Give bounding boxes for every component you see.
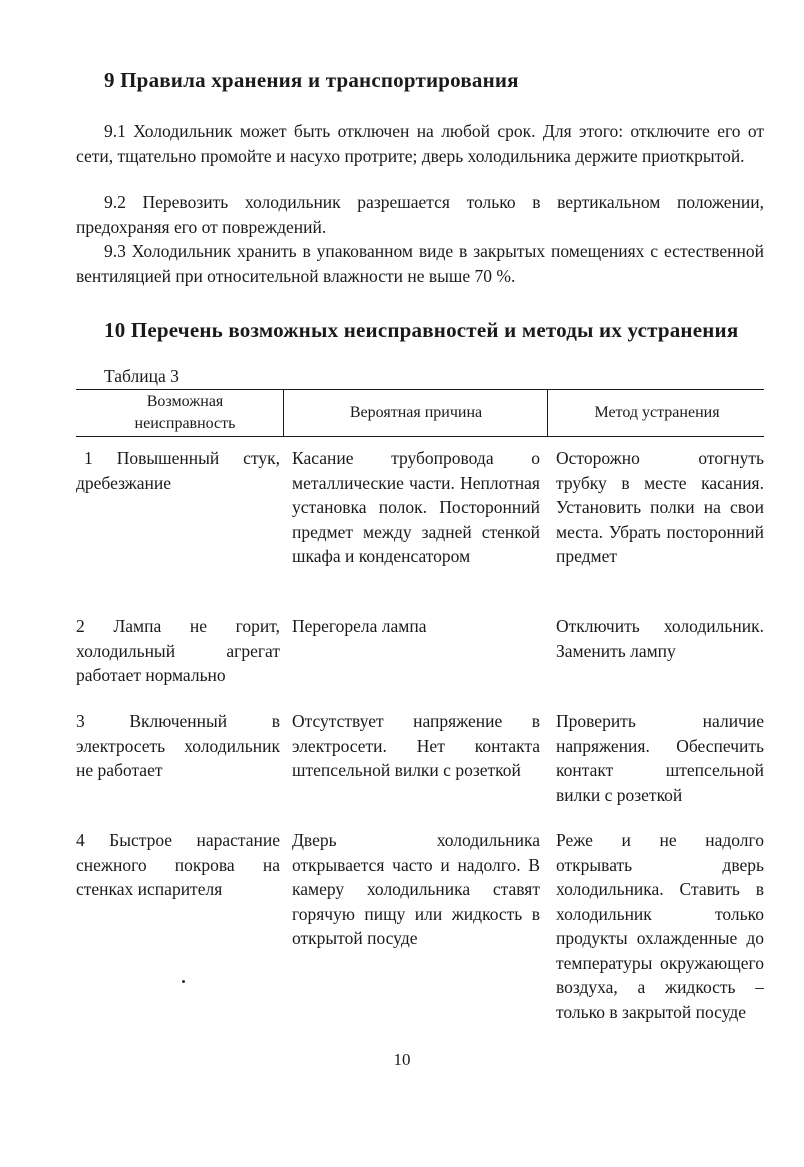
row-2-remedy: Отключить холодильник. Заменить лампу: [556, 616, 764, 661]
row-1-cause: Касание трубопровода о металлические части. Неплотная установка полок. Посторонний предмет между задней стенкой шкафа и конденсатором: [292, 448, 540, 566]
row-4-fault: 4 Быстрое нарастание снежного покрова на стенках испарителя: [76, 830, 280, 899]
paragraph-9-3: 9.3 Холодильник хранить в упакованном виде в закрытых помещениях с естественной вентиляцией при относительной влажности не выше 70 %.: [76, 241, 764, 286]
row-4-remedy: Реже и не надолго открывать дверь холодильника. Ставить в холодильник только продукты охлажденные до температуры окружающего воздуха, а жидкость – только в закрытой посуде: [556, 830, 764, 1022]
header-fault: Возможная неисправность: [134, 393, 236, 432]
table-divider-2: [547, 389, 548, 437]
page-number: 10: [393, 1050, 411, 1069]
table-top-rule: [76, 389, 764, 390]
row-4-cause: Дверь холодильника открывается часто и надолго. В камеру холодильника ставят горячую пищу или жидкость в открытой посуде: [292, 830, 540, 948]
table-label: Таблица 3: [104, 366, 179, 386]
section-10-title: 10 Перечень возможных неисправностей и методы их устранения: [104, 318, 739, 342]
row-1-remedy: Осторожно отогнуть трубку в месте касания. Установить полки на свои места. Убрать посторонний предмет: [556, 448, 764, 566]
row-3-fault: 3 Включенный в электросеть холодильник не работает: [76, 711, 280, 780]
table-divider-1: [283, 389, 284, 437]
section-9-title: 9 Правила хранения и транспортирования: [104, 68, 519, 92]
row-2-cause: Перегорела лампа: [292, 616, 427, 636]
table-header-rule: [76, 436, 764, 437]
row-3-remedy: Проверить наличие напряжения. Обеспечить контакт штепсельной вилки с розеткой: [556, 711, 764, 805]
row-3-cause: Отсутствует напряжение в электросети. Нет контакта штепсельной вилки с розеткой: [292, 711, 540, 780]
scan-speck: [182, 980, 185, 983]
paragraph-9-1: 9.1 Холодильник может быть отключен на любой срок. Для этого: отключите его от сети, тщательно промойте и насухо протрите; дверь холодильника держите приоткрытой.: [76, 121, 764, 166]
header-remedy: Метод устранения: [594, 404, 720, 421]
paragraph-9-2: 9.2 Перевозить холодильник разрешается только в вертикальном положении, предохраняя его от повреждений.: [76, 192, 764, 237]
header-cause: Вероятная причина: [349, 404, 483, 421]
row-2-fault: 2 Лампа не горит, холодильный агрегат работает нормально: [76, 616, 280, 685]
row-1-fault: 1 Повышенный стук, дребезжание: [76, 448, 280, 493]
